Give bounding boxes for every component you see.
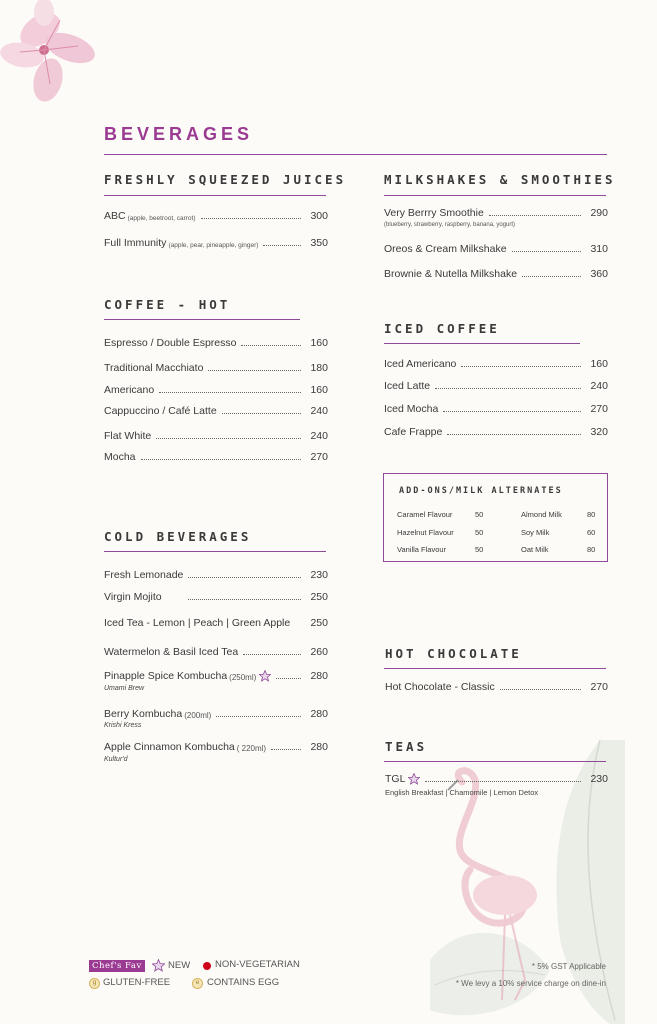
addon-price: 80 bbox=[587, 545, 596, 554]
coffee-item: Traditional Macchiato 180 bbox=[104, 362, 328, 374]
addon-price: 50 bbox=[475, 545, 484, 554]
addon-item: Almond Milk bbox=[521, 510, 562, 519]
new-star-icon bbox=[259, 670, 271, 682]
cold-item: Watermelon & Basil Iced Tea 260 bbox=[104, 646, 328, 658]
milkshakes-divider bbox=[384, 195, 606, 196]
addon-price: 80 bbox=[587, 510, 596, 519]
juices-heading: FRESHLY SQUEEZED JUICES bbox=[104, 172, 347, 187]
iced-coffee-item: Cafe Frappe 320 bbox=[384, 426, 608, 438]
milkshake-desc: (blueberry, strawberry, raspberry, banana, yogurt) bbox=[384, 222, 516, 228]
addon-price: 50 bbox=[475, 528, 484, 537]
addon-item: Vanilla Flavour bbox=[397, 545, 447, 554]
legend-non-veg: NON-VEGETARIAN bbox=[215, 959, 300, 970]
gst-note: * 5% GST Applicable bbox=[531, 962, 606, 971]
milkshake-item: Oreos & Cream Milkshake 310 bbox=[384, 243, 608, 255]
coffee-item: Espresso / Double Espresso 160 bbox=[104, 337, 328, 349]
addon-item: Oat Milk bbox=[521, 545, 549, 554]
cold-item-brand: Kultur'd bbox=[104, 756, 128, 763]
milkshake-item: Brownie & Nutella Milkshake 360 bbox=[384, 268, 608, 280]
cold-item: Berry Kombucha (200ml) 280 bbox=[104, 708, 328, 720]
cold-item: Pinapple Spice Kombucha (250ml) 280 bbox=[104, 670, 328, 682]
non-veg-dot-icon bbox=[203, 962, 211, 970]
coffee-item: Americano 160 bbox=[104, 384, 328, 396]
teas-divider bbox=[384, 761, 606, 762]
juice-item-abc: ABC (apple, beetroot, carrot) 300 bbox=[104, 210, 328, 222]
addons-heading: ADD-ONS/MILK ALTERNATES bbox=[399, 486, 563, 496]
coffee-item: Flat White 240 bbox=[104, 430, 328, 442]
addons-box bbox=[383, 473, 608, 562]
cold-heading: COLD BEVERAGES bbox=[104, 529, 252, 544]
cold-item: Fresh Lemonade 230 bbox=[104, 569, 328, 581]
addon-item: Soy Milk bbox=[521, 528, 550, 537]
service-note: * We levy a 10% service charge on dine-in bbox=[455, 979, 606, 988]
iced-coffee-item: Iced Latte 240 bbox=[384, 380, 608, 392]
iced-coffee-item: Iced Americano 160 bbox=[384, 358, 608, 370]
chefs-fav-badge: Chef's Fav bbox=[89, 960, 145, 972]
cold-item-brand: Krishi Kress bbox=[104, 722, 142, 729]
hot-chocolate-item: Hot Chocolate - Classic 270 bbox=[385, 681, 608, 693]
coffee-item: Cappuccino / Café Latte 240 bbox=[104, 405, 328, 417]
addon-item: Hazelnut Flavour bbox=[397, 528, 454, 537]
addon-price: 60 bbox=[587, 528, 596, 537]
flower-illustration bbox=[0, 0, 105, 110]
new-star-icon bbox=[152, 959, 165, 972]
page-title: BEVERAGES bbox=[104, 124, 254, 144]
addon-price: 50 bbox=[475, 510, 484, 519]
teas-heading: TEAS bbox=[385, 739, 428, 754]
egg-icon: e bbox=[192, 978, 203, 989]
tea-options: English Breakfast | Chamomile | Lemon Detox bbox=[385, 788, 539, 797]
juices-divider bbox=[104, 195, 326, 196]
hot-chocolate-heading: HOT CHOCOLATE bbox=[385, 646, 522, 661]
gluten-free-icon: g bbox=[89, 978, 100, 989]
new-star-icon bbox=[408, 773, 420, 785]
hot-chocolate-divider bbox=[384, 668, 606, 669]
cold-divider bbox=[104, 551, 326, 552]
legend-gluten-free: GLUTEN-FREE bbox=[103, 977, 171, 988]
cold-item: Iced Tea - Lemon | Peach | Green Apple 250 bbox=[104, 617, 328, 629]
milkshakes-heading: MILKSHAKES & SMOOTHIES bbox=[384, 172, 616, 187]
cold-item: Virgin Mojito 250 bbox=[104, 591, 328, 603]
cold-item: Apple Cinnamon Kombucha ( 220ml) 280 bbox=[104, 741, 328, 753]
iced-coffee-item: Iced Mocha 270 bbox=[384, 403, 608, 415]
addon-item: Caramel Flavour bbox=[397, 510, 453, 519]
iced-coffee-heading: ICED COFFEE bbox=[384, 321, 500, 336]
legend-new: NEW bbox=[168, 960, 191, 971]
coffee-hot-divider bbox=[104, 319, 300, 320]
iced-coffee-divider bbox=[384, 343, 580, 344]
title-divider bbox=[104, 154, 607, 155]
milkshake-item: Very Berrry Smoothie 290 bbox=[384, 207, 608, 219]
tea-item: TGL 230 bbox=[385, 773, 608, 785]
coffee-item: Mocha 270 bbox=[104, 451, 328, 463]
coffee-hot-heading: COFFEE - HOT bbox=[104, 297, 231, 312]
cold-item-brand: Umami Brew bbox=[104, 685, 145, 692]
juice-item-full-immunity: Full Immunity (apple, pear, pineapple, ginger) 350 bbox=[104, 237, 328, 249]
legend-contains-egg: CONTAINS EGG bbox=[207, 977, 280, 988]
